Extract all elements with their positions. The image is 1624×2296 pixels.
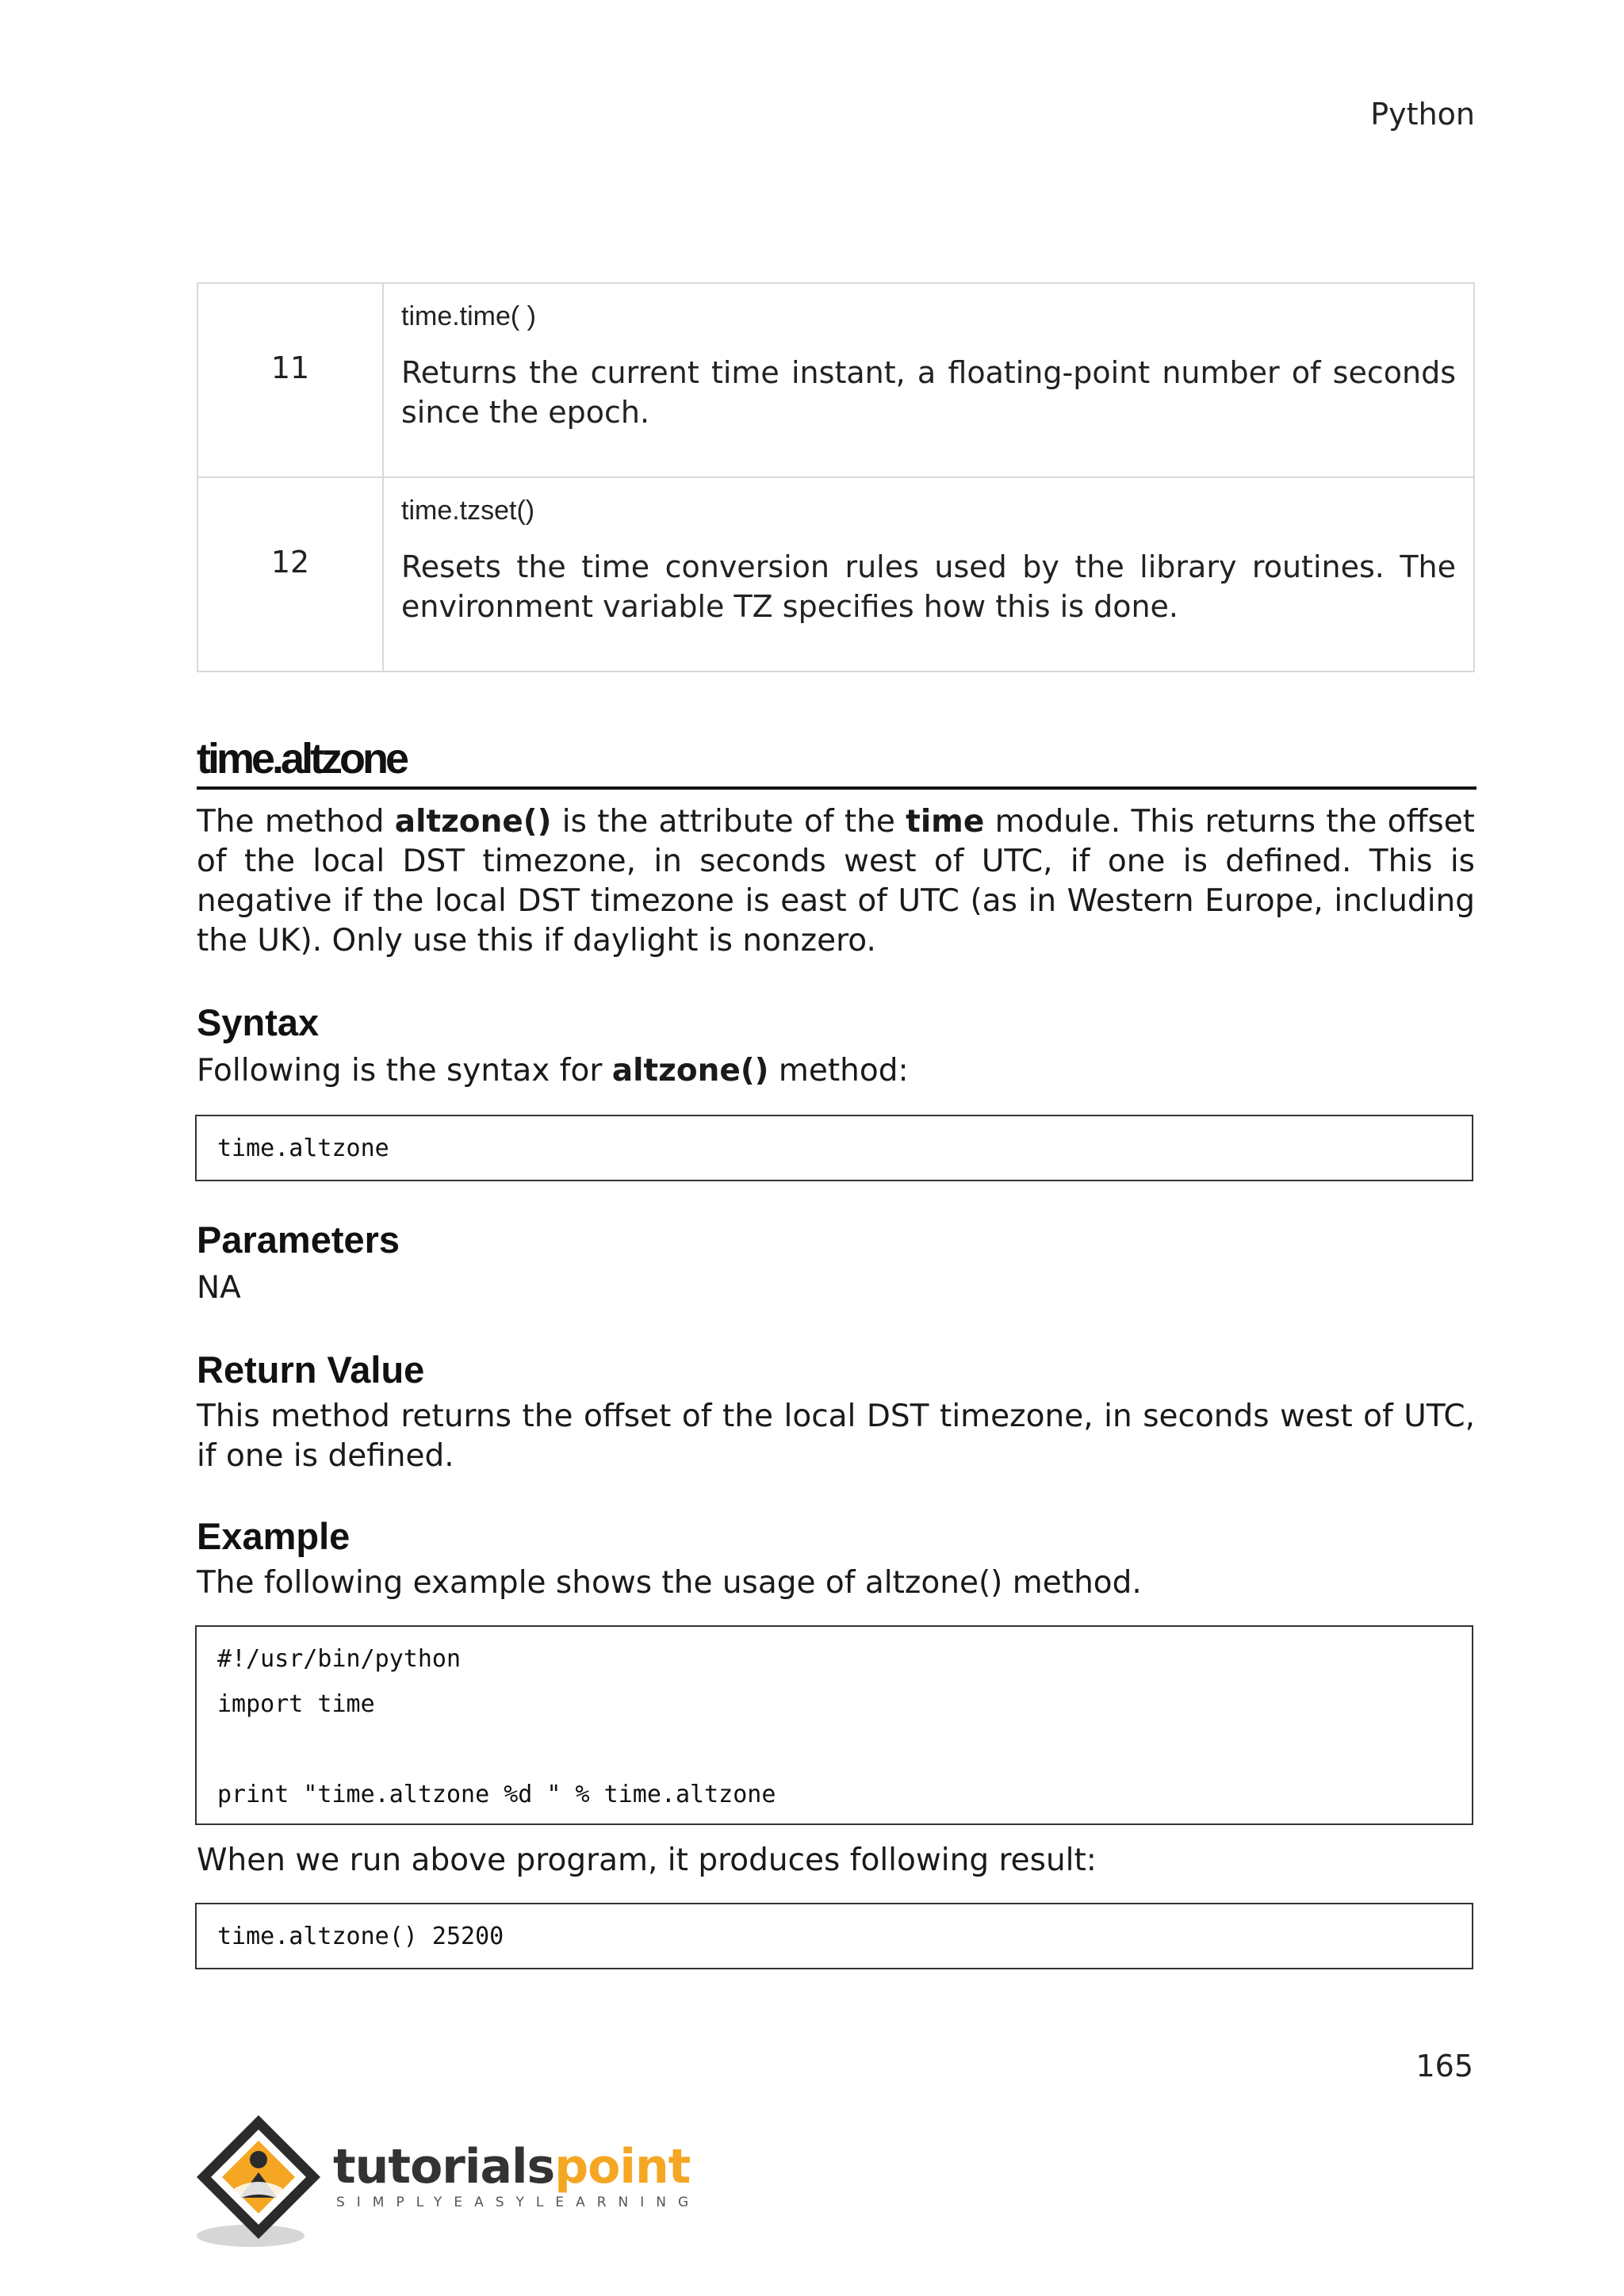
table-row [197,477,1474,672]
intro-bold-module: time [906,804,985,840]
intro-text: module. This returns the offset of the local DST timezone, in seconds west of UTC, if one is defined. This is negative if the local DST timezone is east of UTC (as in Western Europe, including the UK). Only use this if daylight is nonzero. [197,804,1475,959]
function-description: Returns the current time instant, a floating-point number of seconds since the epoch. [401,355,1456,430]
code-line: time.altzone() 25200 [217,1923,504,1950]
intro-text: The method [197,804,395,840]
logo-word-tutorials: tutorials [333,2139,555,2195]
code-line: time.altzone [217,1135,389,1162]
tutorialspoint-logo [193,2109,701,2252]
result-intro-text: When we run above program, it produces following result: [197,1843,1097,1878]
function-name: time.tzset() [401,496,535,526]
intro-text: is the attribute of the [551,804,906,840]
page-number: 165 [1415,2049,1473,2084]
logo-word-point: point [554,2139,691,2195]
row-description-cell [383,283,1474,477]
syntax-bold-method: altzone() [611,1053,769,1089]
function-name: time.time( ) [401,301,536,331]
logo-diamond-icon [193,2109,336,2252]
example-text: The following example shows the usage of altzone() method. [197,1565,1142,1601]
parameters-text: NA [197,1270,241,1306]
logo-tagline: SIMPLYEASYLEARNING [336,2195,701,2210]
parameters-heading: Parameters [197,1219,400,1261]
syntax-code-block [195,1115,1473,1181]
code-line: import time [217,1690,375,1718]
syntax-text: method: [768,1053,909,1089]
return-value-text: This method returns the offset of the local DST timezone, in seconds west of UTC, if one is defined. [197,1399,1475,1474]
return-value-heading: Return Value [197,1349,425,1391]
row-number: 12 [197,477,383,672]
syntax-paragraph [197,1051,1475,1091]
code-line: print "time.altzone %d " % time.altzone [217,1781,776,1808]
example-code-block [195,1625,1473,1825]
syntax-heading: Syntax [197,1001,320,1043]
running-header: Python [1370,97,1475,132]
example-heading: Example [197,1515,350,1557]
syntax-text: Following is the syntax for [197,1053,612,1089]
row-number: 11 [197,283,383,477]
function-description: Resets the time conversion rules used by the library routines. The environment variable TZ specifies how this is done. [401,549,1456,624]
function-table [197,282,1475,672]
code-line [217,1727,1451,1772]
section-title: time.altzone [197,734,1477,790]
table-row [197,283,1474,477]
result-code-block [195,1903,1473,1969]
intro-bold-method: altzone() [394,804,552,840]
logo-wordmark [333,2139,690,2195]
row-description-cell [383,477,1474,672]
intro-paragraph [197,802,1475,961]
code-line: #!/usr/bin/python [217,1645,462,1673]
